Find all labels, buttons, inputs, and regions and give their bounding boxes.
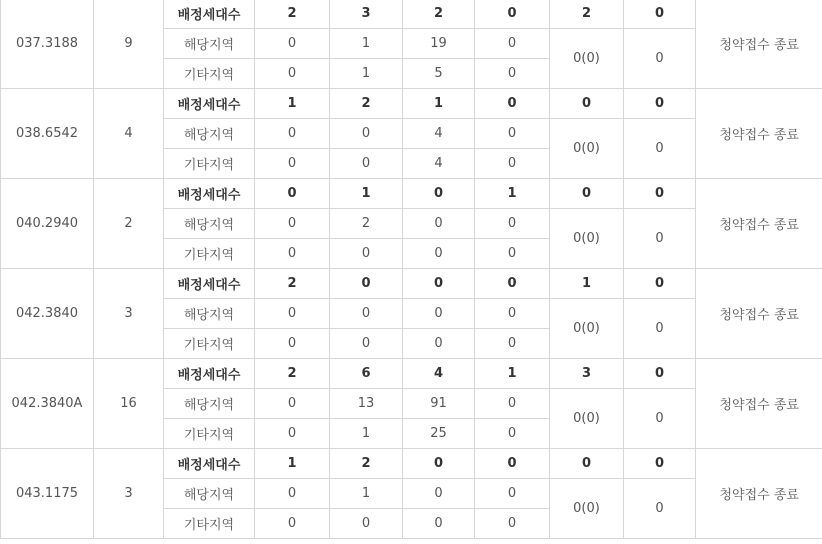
- supply-units-cell: 9: [94, 0, 164, 89]
- allocated-value-cell: 4: [403, 359, 475, 389]
- allocated-value-cell: 0: [475, 449, 550, 479]
- row-label-local: 해당지역: [164, 389, 255, 419]
- row-label-local: 해당지역: [164, 119, 255, 149]
- local-value-cell: 1: [330, 29, 403, 59]
- allocated-value-cell: 0: [403, 269, 475, 299]
- allocated-value-cell: 1: [330, 179, 403, 209]
- other-value-cell: 0: [330, 509, 403, 539]
- allocated-value-cell: 0: [624, 449, 696, 479]
- allocated-value-cell: 0: [624, 89, 696, 119]
- merged-count-cell: 0: [624, 119, 696, 179]
- local-value-cell: 0: [255, 119, 330, 149]
- merged-count-cell: 0: [624, 209, 696, 269]
- local-value-cell: 91: [403, 389, 475, 419]
- allocated-value-cell: 3: [330, 0, 403, 29]
- allocated-value-cell: 0: [475, 89, 550, 119]
- supply-units-cell: 3: [94, 269, 164, 359]
- local-value-cell: 0: [403, 479, 475, 509]
- row-label-allocated: 배정세대수: [164, 0, 255, 29]
- local-value-cell: 19: [403, 29, 475, 59]
- local-value-cell: 0: [475, 209, 550, 239]
- other-value-cell: 0: [255, 149, 330, 179]
- table-row: [1, 269, 822, 299]
- local-value-cell: 1: [330, 479, 403, 509]
- merged-ratio-cell: 0(0): [550, 389, 624, 449]
- table-row: [1, 359, 822, 389]
- other-value-cell: 0: [403, 509, 475, 539]
- other-value-cell: 1: [330, 59, 403, 89]
- local-value-cell: 0: [255, 389, 330, 419]
- row-label-allocated: 배정세대수: [164, 269, 255, 299]
- status-cell: 청약접수 종료: [696, 359, 822, 449]
- allocated-value-cell: 0: [330, 269, 403, 299]
- row-label-other: 기타지역: [164, 509, 255, 539]
- merged-count-cell: 0: [624, 479, 696, 539]
- merged-ratio-cell: 0(0): [550, 209, 624, 269]
- other-value-cell: 0: [403, 239, 475, 269]
- status-cell: 청약접수 종료: [696, 269, 822, 359]
- allocated-value-cell: 2: [255, 359, 330, 389]
- allocated-value-cell: 0: [403, 179, 475, 209]
- table-row: [1, 449, 822, 479]
- allocated-value-cell: 2: [255, 0, 330, 29]
- allocated-value-cell: 0: [475, 269, 550, 299]
- merged-count-cell: 0: [624, 389, 696, 449]
- allocated-value-cell: 1: [475, 179, 550, 209]
- allocated-value-cell: 1: [403, 89, 475, 119]
- other-value-cell: 5: [403, 59, 475, 89]
- allocated-value-cell: 0: [624, 269, 696, 299]
- allocated-value-cell: 0: [624, 179, 696, 209]
- other-value-cell: 0: [475, 329, 550, 359]
- allocated-value-cell: 1: [475, 359, 550, 389]
- local-value-cell: 0: [255, 299, 330, 329]
- allocated-value-cell: 0: [550, 179, 624, 209]
- table-row: [1, 179, 822, 209]
- row-label-other: 기타지역: [164, 59, 255, 89]
- allocated-value-cell: 0: [624, 359, 696, 389]
- row-label-other: 기타지역: [164, 239, 255, 269]
- local-value-cell: 0: [403, 209, 475, 239]
- allocated-value-cell: 0: [624, 0, 696, 29]
- other-value-cell: 0: [475, 509, 550, 539]
- local-value-cell: 0: [330, 299, 403, 329]
- merged-count-cell: 0: [624, 299, 696, 359]
- allocated-value-cell: 0: [475, 0, 550, 29]
- row-label-allocated: 배정세대수: [164, 89, 255, 119]
- local-value-cell: 0: [475, 389, 550, 419]
- other-value-cell: 0: [475, 239, 550, 269]
- local-value-cell: 0: [255, 209, 330, 239]
- other-value-cell: 0: [475, 59, 550, 89]
- allocated-value-cell: 2: [330, 89, 403, 119]
- merged-count-cell: 0: [624, 29, 696, 89]
- status-cell: 청약접수 종료: [696, 449, 822, 539]
- table-body: [1, 0, 822, 539]
- row-label-local: 해당지역: [164, 29, 255, 59]
- local-value-cell: 0: [330, 119, 403, 149]
- row-label-local: 해당지역: [164, 299, 255, 329]
- row-label-other: 기타지역: [164, 419, 255, 449]
- other-value-cell: 0: [255, 239, 330, 269]
- row-label-local: 해당지역: [164, 209, 255, 239]
- local-value-cell: 0: [475, 119, 550, 149]
- allocated-value-cell: 1: [255, 449, 330, 479]
- other-value-cell: 0: [475, 149, 550, 179]
- local-value-cell: 0: [255, 479, 330, 509]
- local-value-cell: 0: [475, 479, 550, 509]
- supply-units-cell: 3: [94, 449, 164, 539]
- row-label-other: 기타지역: [164, 149, 255, 179]
- local-value-cell: 0: [475, 29, 550, 59]
- allocated-value-cell: 0: [550, 449, 624, 479]
- row-label-allocated: 배정세대수: [164, 449, 255, 479]
- other-value-cell: 0: [255, 419, 330, 449]
- housing-type-cell: 038.6542: [1, 89, 94, 179]
- other-value-cell: 1: [330, 419, 403, 449]
- supply-units-cell: 16: [94, 359, 164, 449]
- other-value-cell: 0: [403, 329, 475, 359]
- allocated-value-cell: 0: [403, 449, 475, 479]
- local-value-cell: 0: [475, 299, 550, 329]
- local-value-cell: 0: [403, 299, 475, 329]
- local-value-cell: 4: [403, 119, 475, 149]
- supply-units-cell: 4: [94, 89, 164, 179]
- local-value-cell: 0: [255, 29, 330, 59]
- allocated-value-cell: 6: [330, 359, 403, 389]
- table-row: [1, 0, 822, 29]
- status-cell: 청약접수 종료: [696, 89, 822, 179]
- allocated-value-cell: 1: [550, 269, 624, 299]
- allocated-value-cell: 0: [255, 179, 330, 209]
- housing-type-cell: 037.3188: [1, 0, 94, 89]
- other-value-cell: 0: [255, 509, 330, 539]
- allocated-value-cell: 0: [550, 89, 624, 119]
- housing-type-cell: 043.1175: [1, 449, 94, 539]
- other-value-cell: 4: [403, 149, 475, 179]
- merged-ratio-cell: 0(0): [550, 29, 624, 89]
- local-value-cell: 13: [330, 389, 403, 419]
- supply-units-cell: 2: [94, 179, 164, 269]
- allocated-value-cell: 1: [255, 89, 330, 119]
- other-value-cell: 0: [255, 329, 330, 359]
- row-label-allocated: 배정세대수: [164, 359, 255, 389]
- housing-type-cell: 040.2940: [1, 179, 94, 269]
- other-value-cell: 0: [255, 59, 330, 89]
- housing-type-cell: 042.3840: [1, 269, 94, 359]
- row-label-local: 해당지역: [164, 479, 255, 509]
- status-cell: 청약접수 종료: [696, 179, 822, 269]
- local-value-cell: 2: [330, 209, 403, 239]
- allocated-value-cell: 2: [330, 449, 403, 479]
- allocated-value-cell: 2: [403, 0, 475, 29]
- allocated-value-cell: 2: [255, 269, 330, 299]
- row-label-other: 기타지역: [164, 329, 255, 359]
- status-cell: 청약접수 종료: [696, 0, 822, 89]
- merged-ratio-cell: 0(0): [550, 479, 624, 539]
- allocated-value-cell: 3: [550, 359, 624, 389]
- housing-type-cell: 042.3840A: [1, 359, 94, 449]
- row-label-allocated: 배정세대수: [164, 179, 255, 209]
- other-value-cell: 0: [330, 239, 403, 269]
- merged-ratio-cell: 0(0): [550, 299, 624, 359]
- table-row: [1, 89, 822, 119]
- other-value-cell: 0: [475, 419, 550, 449]
- merged-ratio-cell: 0(0): [550, 119, 624, 179]
- other-value-cell: 0: [330, 329, 403, 359]
- allocated-value-cell: 2: [550, 0, 624, 29]
- other-value-cell: 25: [403, 419, 475, 449]
- other-value-cell: 0: [330, 149, 403, 179]
